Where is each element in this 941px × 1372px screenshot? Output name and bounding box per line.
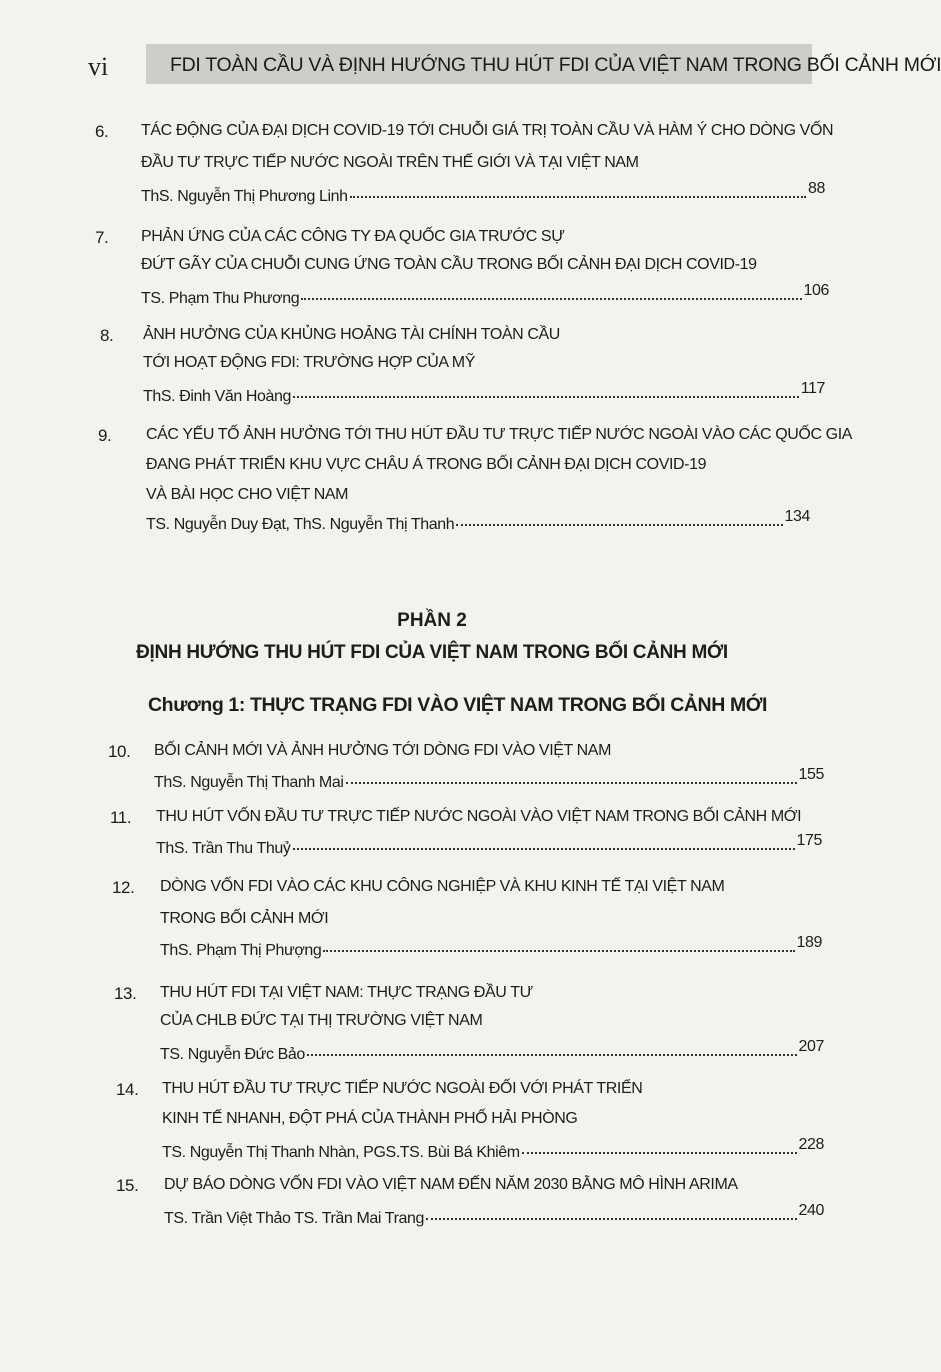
dot-leader [293, 396, 799, 398]
dot-leader [301, 298, 801, 300]
entry-author-line [164, 1202, 824, 1228]
entry-title-line: THU HÚT FDI TẠI VIỆT NAM: THỰC TRẠNG ĐẦU TƯ [160, 984, 533, 1001]
entry-title-line: CÁC YẾU TỐ ẢNH HƯỞNG TỚI THU HÚT ĐẦU TƯ TRỰC TIẾP NƯỚC NGOÀI VÀO CÁC QUỐC GIA [146, 426, 853, 443]
entry-author-line [160, 934, 822, 960]
entry-title-line: TRONG BỐI CẢNH MỚI [160, 910, 329, 927]
entry-title-line: DÒNG VỐN FDI VÀO CÁC KHU CÔNG NGHIỆP VÀ KHU KINH TẾ TẠI VIỆT NAM [160, 878, 725, 895]
entry-title-line: TÁC ĐỘNG CỦA ĐẠI DỊCH COVID-19 TỚI CHUỖI GIÁ TRỊ TOÀN CẦU VÀ HÀM Ý CHO DÒNG VỐN [141, 122, 834, 139]
entry-number: 11. [110, 808, 132, 827]
entry-title-line: BỐI CẢNH MỚI VÀ ẢNH HƯỞNG TỚI DÒNG FDI VÀO VIỆT NAM [154, 742, 611, 759]
entry-number: 9. [98, 426, 112, 445]
entry-title-line: ĐANG PHÁT TRIỂN KHU VỰC CHÂU Á TRONG BỐI CẢNH ĐẠI DỊCH COVID-19 [146, 456, 707, 473]
entry-page: 117 [800, 380, 825, 397]
entry-author: ThS. Nguyễn Thị Thanh Mai [154, 774, 344, 791]
entry-title-line: THU HÚT VỐN ĐẦU TƯ TRỰC TIẾP NƯỚC NGOÀI VÀO VIỆT NAM TRONG BỐI CẢNH MỚI [156, 808, 802, 825]
dot-leader [522, 1152, 797, 1154]
entry-author-line [141, 180, 825, 206]
dot-leader [323, 950, 794, 952]
entry-author-line [154, 766, 824, 792]
entry-author-line [141, 282, 829, 308]
dot-leader [346, 782, 797, 784]
part-title: ĐỊNH HƯỚNG THU HÚT FDI CỦA VIỆT NAM TRONG BỐI CẢNH MỚI [136, 642, 728, 663]
entry-page: 207 [798, 1038, 824, 1055]
entry-page: 175 [796, 832, 822, 849]
entry-author: TS. Phạm Thu Phương [141, 290, 300, 307]
entry-author-line [162, 1136, 824, 1162]
entry-author-line [146, 508, 810, 534]
entry-author: TS. Trần Việt Thảo TS. Trần Mai Trang [164, 1210, 424, 1227]
entry-author: ThS. Phạm Thị Phượng [160, 942, 322, 959]
entry-number: 14. [116, 1080, 139, 1099]
entry-page: 240 [798, 1202, 824, 1219]
entry-number: 13. [114, 984, 137, 1003]
entry-page: 228 [798, 1136, 824, 1153]
entry-author-line [160, 1038, 824, 1064]
dot-leader [456, 524, 782, 526]
entry-author: ThS. Đinh Văn Hoàng [143, 388, 292, 405]
entry-number: 8. [100, 326, 114, 345]
entry-author-line [143, 380, 825, 406]
entry-title-line: KINH TẾ NHANH, ĐỘT PHÁ CỦA THÀNH PHỐ HẢI PHÒNG [162, 1110, 578, 1127]
entry-page: 155 [798, 766, 824, 783]
entry-title-line: ĐỨT GÃY CỦA CHUỖI CUNG ỨNG TOÀN CẦU TRONG BỐI CẢNH ĐẠI DỊCH COVID-19 [141, 256, 757, 273]
chapter-title: Chương 1: THỰC TRẠNG FDI VÀO VIỆT NAM TRONG BỐI CẢNH MỚI [148, 694, 768, 716]
entry-number: 6. [95, 122, 109, 141]
entry-title-line: DỰ BÁO DÒNG VỐN FDI VÀO VIỆT NAM ĐẾN NĂM 2030 BẰNG MÔ HÌNH ARIMA [164, 1176, 738, 1193]
entry-title-line: ĐẦU TƯ TRỰC TIẾP NƯỚC NGOÀI TRÊN THẾ GIỚI VÀ TẠI VIỆT NAM [141, 154, 639, 171]
entry-title-line: ẢNH HƯỞNG CỦA KHỦNG HOẢNG TÀI CHÍNH TOÀN CẦU [143, 326, 560, 343]
running-title: FDI TOÀN CẦU VÀ ĐỊNH HƯỚNG THU HÚT FDI CỦA VIỆT NAM TRONG BỐI CẢNH MỚI [170, 54, 941, 76]
entry-number: 7. [95, 228, 109, 247]
entry-title-line: CỦA CHLB ĐỨC TẠI THỊ TRƯỜNG VIỆT NAM [160, 1012, 483, 1029]
entry-author: TS. Nguyễn Đức Bảo [160, 1046, 305, 1063]
running-header [88, 42, 941, 86]
entry-author-line [156, 832, 822, 858]
part-label: PHẦN 2 [397, 610, 467, 631]
entry-title-line: VÀ BÀI HỌC CHO VIỆT NAM [146, 486, 349, 503]
entry-page: 106 [803, 282, 829, 299]
dot-leader [350, 196, 806, 198]
entry-author: TS. Nguyễn Duy Đạt, ThS. Nguyễn Thị Thanh [146, 516, 455, 533]
dot-leader [307, 1054, 797, 1056]
entry-author: ThS. Nguyễn Thị Phương Linh [141, 188, 348, 205]
entry-title-line: TỚI HOẠT ĐỘNG FDI: TRƯỜNG HỢP CỦA MỸ [143, 354, 476, 371]
entry-author: ThS. Trần Thu Thuỷ [156, 840, 291, 857]
dot-leader [426, 1218, 797, 1220]
entry-title-line: THU HÚT ĐẦU TƯ TRỰC TIẾP NƯỚC NGOÀI ĐỐI VỚI PHÁT TRIỂN [162, 1080, 643, 1097]
entry-number: 10. [108, 742, 131, 761]
entry-number: 12. [112, 878, 135, 897]
page-number: vi [88, 52, 109, 81]
entry-page: 88 [808, 180, 825, 197]
entry-page: 134 [784, 508, 810, 525]
entry-number: 15. [116, 1176, 139, 1195]
dot-leader [293, 848, 795, 850]
entry-author: TS. Nguyễn Thị Thanh Nhàn, PGS.TS. Bùi Bá Khiêm [162, 1144, 520, 1161]
entry-title-line: PHẢN ỨNG CỦA CÁC CÔNG TY ĐA QUỐC GIA TRƯỚC SỰ [141, 228, 565, 245]
entry-page: 189 [796, 934, 822, 951]
